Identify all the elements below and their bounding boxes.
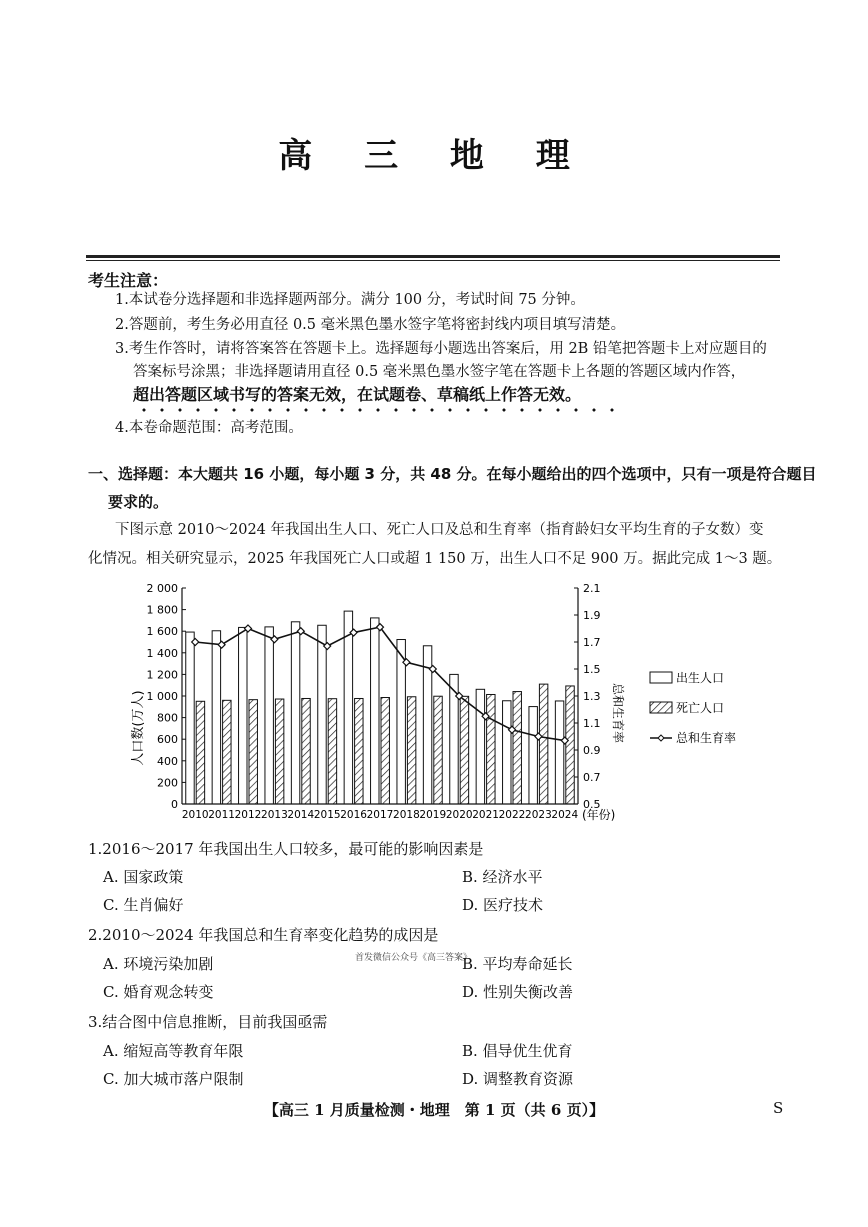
passage-line: 下图示意 2010～2024 年我国出生人口、死亡人口及总和生育率（指育龄妇女平均生育的子女数）变 bbox=[115, 522, 764, 538]
bar-births bbox=[265, 627, 273, 804]
y-tick-label: 2 000 bbox=[146, 582, 178, 595]
y-right-tick-label: 0.7 bbox=[583, 771, 601, 784]
bar-deaths bbox=[434, 696, 442, 804]
x-tick-label: 2015 bbox=[313, 809, 341, 821]
y-right-tick-label: 1.7 bbox=[583, 636, 601, 649]
x-tick-label: 2014 bbox=[287, 809, 315, 821]
notice-item: 1.本试卷分选择题和非选择题两部分。满分 100 分，考试时间 75 分钟。 bbox=[115, 292, 585, 308]
y-right-tick-label: 1.1 bbox=[583, 717, 601, 730]
y-tick-label: 0 bbox=[171, 798, 178, 811]
bar-deaths bbox=[487, 694, 495, 804]
q3-option-a[interactable]: A. 缩短高等教育年限 bbox=[103, 1042, 244, 1060]
x-tick-label: 2021 bbox=[472, 809, 499, 821]
notice-heading: 考生注意： bbox=[88, 271, 169, 290]
q2-option-d[interactable]: D. 性别失衡改善 bbox=[462, 983, 574, 1001]
y-right-tick-label: 1.9 bbox=[583, 609, 601, 622]
bar-births bbox=[344, 611, 352, 804]
bar-births bbox=[212, 631, 220, 804]
q1-option-b[interactable]: B. 经济水平 bbox=[462, 868, 543, 886]
y-tick-label: 200 bbox=[157, 776, 178, 790]
bar-deaths bbox=[196, 701, 204, 804]
legend bbox=[650, 670, 736, 745]
y-tick-label: 400 bbox=[157, 754, 178, 768]
y-right-tick-label: 1.5 bbox=[583, 663, 601, 676]
bar-births bbox=[529, 707, 537, 804]
bar-deaths bbox=[513, 692, 521, 804]
bar-deaths bbox=[407, 697, 415, 804]
x-tick-label: 2020 bbox=[445, 809, 473, 821]
legend-deaths: 死亡人口 bbox=[676, 701, 725, 715]
notice-item: 2.答题前，考生务必用直径 0.5 毫米黑色墨水签字笔将密封线内项目填写清楚。 bbox=[115, 317, 626, 333]
y-right-tick-label: 1.3 bbox=[583, 690, 601, 703]
y-tick-label: 1 000 bbox=[146, 690, 178, 703]
bar-deaths bbox=[566, 686, 574, 804]
x-tick-label: 2019 bbox=[419, 809, 447, 821]
q2-option-b[interactable]: B. 平均寿命延长 bbox=[462, 955, 573, 973]
x-tick-label: 2018 bbox=[393, 809, 420, 821]
emphasis-dots bbox=[135, 408, 620, 412]
y-right-tick-label: 0.9 bbox=[583, 744, 601, 757]
page-footer: 【高三 1 月质量检测・地理 第 1 页（共 6 页）】 bbox=[263, 1101, 605, 1119]
bar-births bbox=[371, 618, 379, 804]
y-axis-right-label: 总和生育率 bbox=[611, 682, 625, 744]
notice-item: 4.本卷命题范围：高考范围。 bbox=[115, 420, 303, 436]
bar-births bbox=[503, 701, 511, 804]
header-rule bbox=[86, 255, 780, 258]
bar-deaths bbox=[249, 700, 257, 804]
footer-mark: S bbox=[773, 1099, 784, 1117]
passage-line: 化情况。相关研究显示，2025 年我国死亡人口或超 1 150 万，出生人口不足 900 万。据此完成 1～3 题。 bbox=[88, 551, 782, 567]
q1-option-c[interactable]: C. 生肖偏好 bbox=[103, 896, 184, 914]
y-right-tick-label: 2.1 bbox=[583, 582, 601, 595]
bar-deaths bbox=[355, 698, 363, 804]
question-3-stem: 3.结合图中信息推断，目前我国亟需 bbox=[88, 1013, 328, 1031]
question-2-stem: 2.2010～2024 年我国总和生育率变化趋势的成因是 bbox=[88, 926, 439, 944]
x-tick-label: 2022 bbox=[498, 809, 526, 821]
bar-deaths bbox=[460, 696, 468, 804]
population-chart bbox=[120, 578, 760, 828]
y-tick-label: 1 200 bbox=[146, 668, 178, 682]
x-tick-label: 2010 bbox=[181, 809, 209, 821]
question-1-stem: 1.2016～2017 年我国出生人口较多，最可能的影响因素是 bbox=[88, 840, 484, 858]
y-axis-label: 人口数(万人) bbox=[131, 690, 146, 766]
bar-deaths bbox=[539, 684, 547, 804]
x-tick-label: 2013 bbox=[261, 809, 288, 821]
q1-option-d[interactable]: D. 医疗技术 bbox=[462, 896, 544, 914]
x-tick-label: 2016 bbox=[340, 809, 367, 821]
legend-tfr: 总和生育率 bbox=[676, 731, 737, 745]
legend-swatch-deaths bbox=[650, 702, 672, 713]
header-rule-thin bbox=[86, 260, 780, 261]
notice-item: 答案标号涂黑；非选择题请用直径 0.5 毫米黑色墨水签字笔在答题卡上各题的答题区域内作答， bbox=[133, 364, 746, 380]
x-tick-label: 2024 bbox=[551, 809, 579, 821]
q1-option-a[interactable]: A. 国家政策 bbox=[103, 868, 184, 886]
x-tick-label: 2012 bbox=[234, 809, 262, 821]
legend-marker-tfr bbox=[658, 735, 664, 741]
q2-option-c[interactable]: C. 婚育观念转变 bbox=[103, 983, 214, 1001]
x-tick-label: 2011 bbox=[208, 809, 235, 821]
bar-deaths bbox=[275, 699, 283, 804]
bar-deaths bbox=[381, 698, 389, 804]
y-right-tick-label: 0.5 bbox=[583, 798, 601, 811]
y-tick-label: 1 800 bbox=[146, 603, 178, 617]
y-tick-label: 600 bbox=[157, 733, 178, 747]
section-heading-cont: 要求的。 bbox=[108, 493, 169, 511]
watermark: 首发微信公众号《高三答案》 bbox=[355, 953, 473, 963]
bar-births bbox=[291, 622, 299, 804]
x-axis-label: (年份) bbox=[582, 808, 616, 822]
legend-births: 出生人口 bbox=[676, 671, 725, 685]
q3-option-b[interactable]: B. 倡导优生优育 bbox=[462, 1042, 573, 1060]
bar-deaths bbox=[328, 699, 336, 804]
page-title: 高 三 地 理 bbox=[278, 136, 590, 176]
q3-option-c[interactable]: C. 加大城市落户限制 bbox=[103, 1070, 244, 1088]
bar-deaths bbox=[223, 700, 231, 804]
bar-births bbox=[239, 627, 247, 804]
legend-swatch-births bbox=[650, 672, 672, 683]
q2-option-a[interactable]: A. 环境污染加剧 bbox=[103, 955, 214, 973]
x-tick-label: 2017 bbox=[366, 809, 394, 821]
bar-births bbox=[318, 625, 326, 804]
y-tick-label: 1 400 bbox=[146, 646, 178, 660]
bar-births bbox=[476, 689, 484, 804]
y-tick-label: 1 600 bbox=[146, 625, 178, 639]
section-heading: 一、选择题：本大题共 16 小题，每小题 3 分，共 48 分。在每小题给出的四个选项中，只有一项是符合题目 bbox=[88, 465, 817, 483]
x-tick-label: 2023 bbox=[525, 809, 552, 821]
notice-emphasis: 超出答题区域书写的答案无效，在试题卷、草稿纸上作答无效。 bbox=[133, 385, 582, 404]
bar-deaths bbox=[302, 698, 310, 804]
q3-option-d[interactable]: D. 调整教育资源 bbox=[462, 1070, 574, 1088]
notice-item: 3.考生作答时，请将答案答在答题卡上。选择题每小题选出答案后，用 2B 铅笔把答题卡上对应题目的 bbox=[115, 341, 767, 357]
bar-births bbox=[555, 701, 563, 804]
bar-births bbox=[186, 632, 194, 804]
y-tick-label: 800 bbox=[157, 711, 178, 725]
